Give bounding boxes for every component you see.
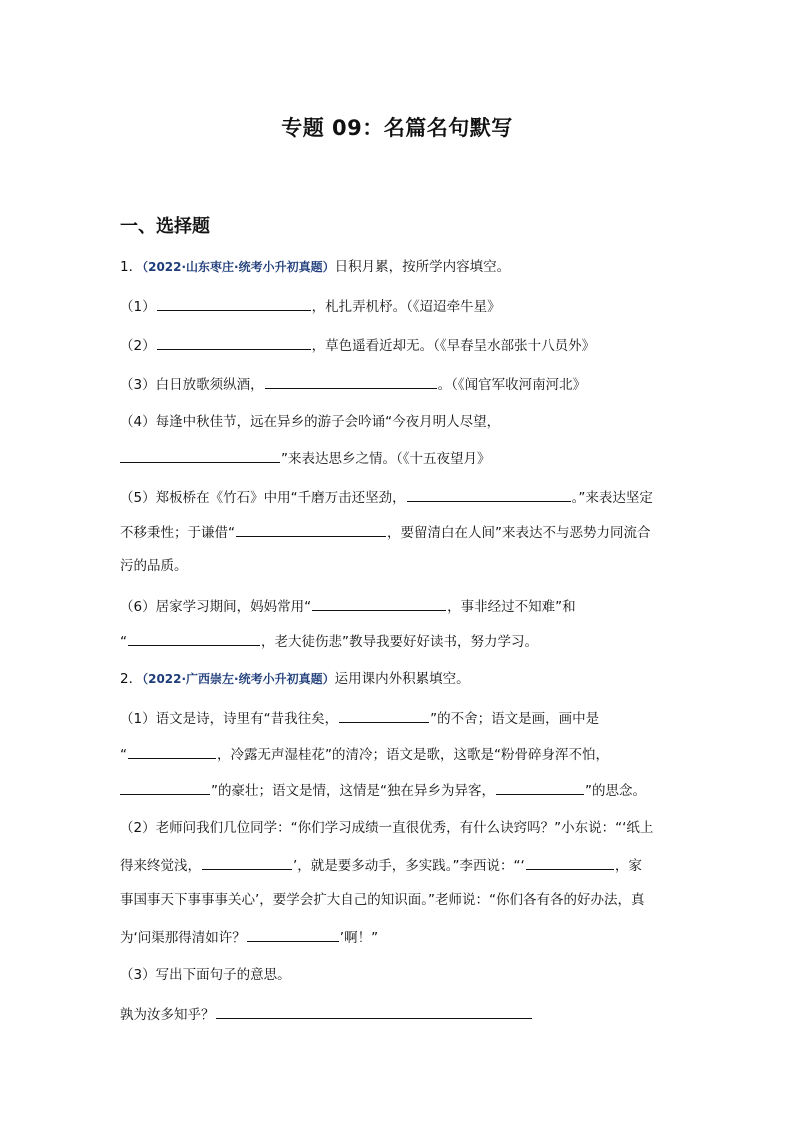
- question-1-item-5-line-1: [120, 487, 680, 507]
- item-text: ，要留清白在人间”来表达不与恶势力同流合: [387, 525, 651, 541]
- item-text: “: [120, 747, 127, 763]
- item-text: 。（《闻官军收河南河北》: [437, 377, 587, 393]
- question-2-item-2-line-4: [120, 927, 680, 947]
- item-text: ”来表达思乡之情。（《十五夜望月》: [281, 451, 491, 467]
- fill-blank[interactable]: [120, 448, 280, 463]
- item-text: 不移秉性；于谦借“: [120, 525, 235, 541]
- question-source: （2022·广西崇左·统考小升初真题）: [142, 672, 335, 686]
- question-1-item-6-line-1: [120, 596, 680, 616]
- item-text: 事国事天下事事事关心’，要学会扩大自己的知识面。”老师说：“你们各有各的好办法，真: [120, 892, 645, 908]
- fill-blank[interactable]: [128, 631, 260, 646]
- item-text: 。”来表达坚定: [571, 490, 653, 506]
- item-label: （2）: [120, 338, 156, 354]
- item-text: （3）写出下面句子的意思。: [120, 967, 291, 983]
- fill-blank[interactable]: [236, 522, 386, 537]
- item-text: 为‘问渠那得清如许？: [120, 930, 246, 946]
- item-text: ”的不舍；语文是画，画中是: [430, 711, 600, 727]
- item-text: （2）老师问我们几位同学：“你们学习成绩一直很优秀，有什么诀窍吗？”小东说：“‘纸上: [120, 820, 654, 836]
- question-2-item-1-line-2: [120, 744, 680, 764]
- item-text: ，札扎弄机杼。（《迢迢牵牛星》: [311, 299, 501, 315]
- fill-blank[interactable]: [526, 855, 614, 870]
- item-text: ”的豪壮；语文是情，这情是“独在异乡为异客，: [211, 783, 495, 799]
- answer-line[interactable]: [216, 1004, 532, 1019]
- item-text: 得来终觉浅，: [120, 858, 201, 874]
- fill-blank[interactable]: [312, 596, 446, 611]
- item-text: （6）居家学习期间，妈妈常用“: [120, 599, 312, 615]
- question-1-item-2: [120, 335, 680, 355]
- fill-blank[interactable]: [120, 780, 210, 795]
- question-1-item-3: [120, 374, 680, 394]
- item-text: ’啊！”: [339, 930, 379, 946]
- question-number: 2．: [120, 671, 143, 687]
- question-1-item-5-line-2: [120, 522, 680, 542]
- item-text: （5）郑板桥在《竹石》中用“千磨万击还坚劲，: [120, 490, 406, 506]
- item-text: ，草色遥看近却无。（《早春呈水部张十八员外》: [311, 338, 596, 354]
- item-text: （3）白日放歌须纵酒，: [120, 377, 264, 393]
- question-1-item-4-line-1: [120, 413, 680, 431]
- question-2-item-3: [120, 966, 680, 984]
- item-text: ，冷露无声湿桂花”的清冷；语文是歌，这歌是“粉骨碎身浑不怕，: [217, 747, 609, 763]
- fill-blank[interactable]: [157, 335, 311, 350]
- question-2-item-1-line-3: [120, 780, 680, 800]
- question-1-stem: [120, 258, 680, 276]
- question-text: 日积月累，按所学内容填空。: [334, 259, 511, 275]
- item-text: （4）每逢中秋佳节，远在异乡的游子会吟诵“今夜月明人尽望，: [120, 414, 501, 430]
- page-title: 专题 09：名篇名句默写: [281, 116, 513, 140]
- question-2-stem: [120, 670, 680, 688]
- item-text: ”的思念。: [585, 783, 646, 799]
- item-text: ，家: [614, 858, 642, 874]
- section-heading: 一、选择题: [120, 216, 210, 237]
- fill-blank[interactable]: [128, 744, 216, 759]
- question-2-item-2-line-1: [120, 819, 680, 837]
- question-text: 运用课内外积累填空。: [334, 671, 470, 687]
- item-text: ’，就是要多动手，多实践。”李西说：“‘: [293, 858, 525, 874]
- item-label: （1）: [120, 299, 156, 315]
- item-text: “: [120, 634, 127, 650]
- fill-blank[interactable]: [247, 927, 339, 942]
- question-2-item-2-line-2: [120, 855, 680, 875]
- item-text: ，老大徒伤悲”教导我要好好读书，努力学习。: [261, 634, 538, 650]
- fill-blank[interactable]: [202, 855, 292, 870]
- fill-blank[interactable]: [265, 374, 437, 389]
- question-1-item-1: [120, 296, 680, 316]
- question-2-item-2-line-3: [120, 891, 680, 909]
- fill-blank[interactable]: [496, 780, 584, 795]
- fill-blank[interactable]: [407, 487, 571, 502]
- question-2-item-1-line-1: [120, 708, 680, 728]
- question-source: （2022·山东枣庄·统考小升初真题）: [142, 260, 335, 274]
- item-text: 孰为汝多知乎？: [120, 1007, 215, 1023]
- item-text: 污的品质。: [120, 558, 188, 574]
- fill-blank[interactable]: [339, 708, 429, 723]
- question-1-item-6-line-2: [120, 631, 680, 651]
- question-1-item-4-line-2: [120, 448, 680, 468]
- question-1-item-5-line-3: [120, 557, 680, 575]
- question-2-item-3-answer: [120, 1004, 680, 1024]
- fill-blank[interactable]: [157, 296, 311, 311]
- item-text: ，事非经过不知难”和: [447, 599, 576, 615]
- item-text: （1）语文是诗，诗里有“昔我往矣，: [120, 711, 339, 727]
- question-number: 1．: [120, 259, 143, 275]
